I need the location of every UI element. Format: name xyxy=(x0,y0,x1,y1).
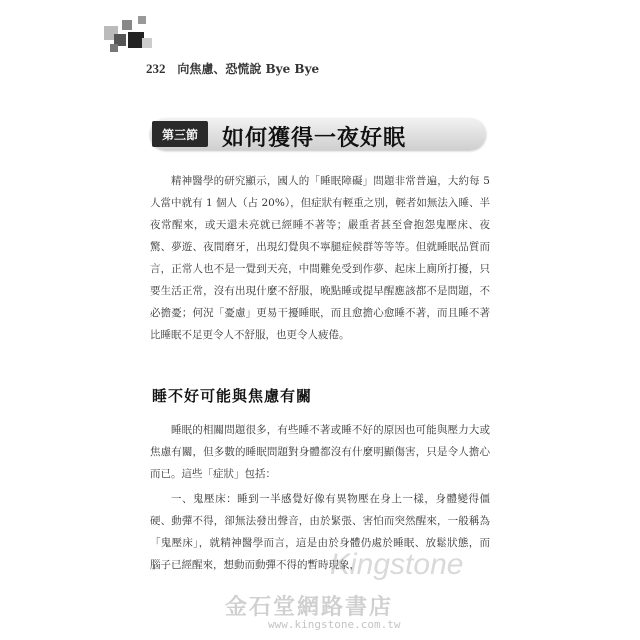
paragraph-intro: 精神醫學的研究顯示，國人的「睡眠障礙」問題非常普遍，大約每 5 人當中就有 1 個人（占 20%），但症狀有輕重之別，輕者如無法入睡、半夜常醒來，或天還未亮就已經睡不著等；嚴重者甚至會抱怨鬼壓床、夜驚、夢遊、夜間磨牙，出現幻覺與不寧腿症候群等等等。但就睡眠品質而言，正常人也不是一覺到天亮，中間難免受到作夢、起床上廁所打擾，只要生活正常，沒有出現什麼不舒服，晚點睡或提早醒應該都不是問題，不必擔憂；何況「憂慮」更易干擾睡眠，而且愈擔心愈睡不著，而且睡不著比睡眠不足更令人不舒服，也更令人疲倦。 xyxy=(150,175,490,341)
paragraph-sleep-paralysis: 一、鬼壓床：睡到一半感覺好像有異物壓在身上一樣，身體變得僵硬、動彈不得，卻無法發出聲音，由於緊張、害怕而突然醒來，一般稱為「鬼壓床」，就精神醫學而言，這是由於身體仍處於睡眠、放鬆狀態，而腦子已經醒來，想動而動彈不得的暫時現象， xyxy=(150,493,490,571)
book-title: 向焦慮、恐慌說 Bye Bye xyxy=(177,62,320,76)
watermark-brand: 金石堂網路書店 xyxy=(225,595,394,620)
watermark-logo: Kingstone xyxy=(330,548,464,581)
subheading: 睡不好可能與焦慮有關 xyxy=(152,387,313,405)
section-title: 如何獲得一夜好眠 xyxy=(222,125,407,151)
decorative-squares xyxy=(104,12,154,54)
section-label: 第三節 xyxy=(152,121,208,147)
running-head xyxy=(146,60,319,77)
watermark-url: www.kingstone.com.tw xyxy=(268,618,401,631)
page-number: 232 xyxy=(146,61,166,76)
paragraph-symptoms-intro: 睡眠的相關問題很多，有些睡不著或睡不好的原因也可能與壓力大或焦慮有關，但多數的睡眠問題對身體都沒有什麼明顯傷害，只是令人擔心而已。這些「症狀」包括： xyxy=(150,424,490,480)
